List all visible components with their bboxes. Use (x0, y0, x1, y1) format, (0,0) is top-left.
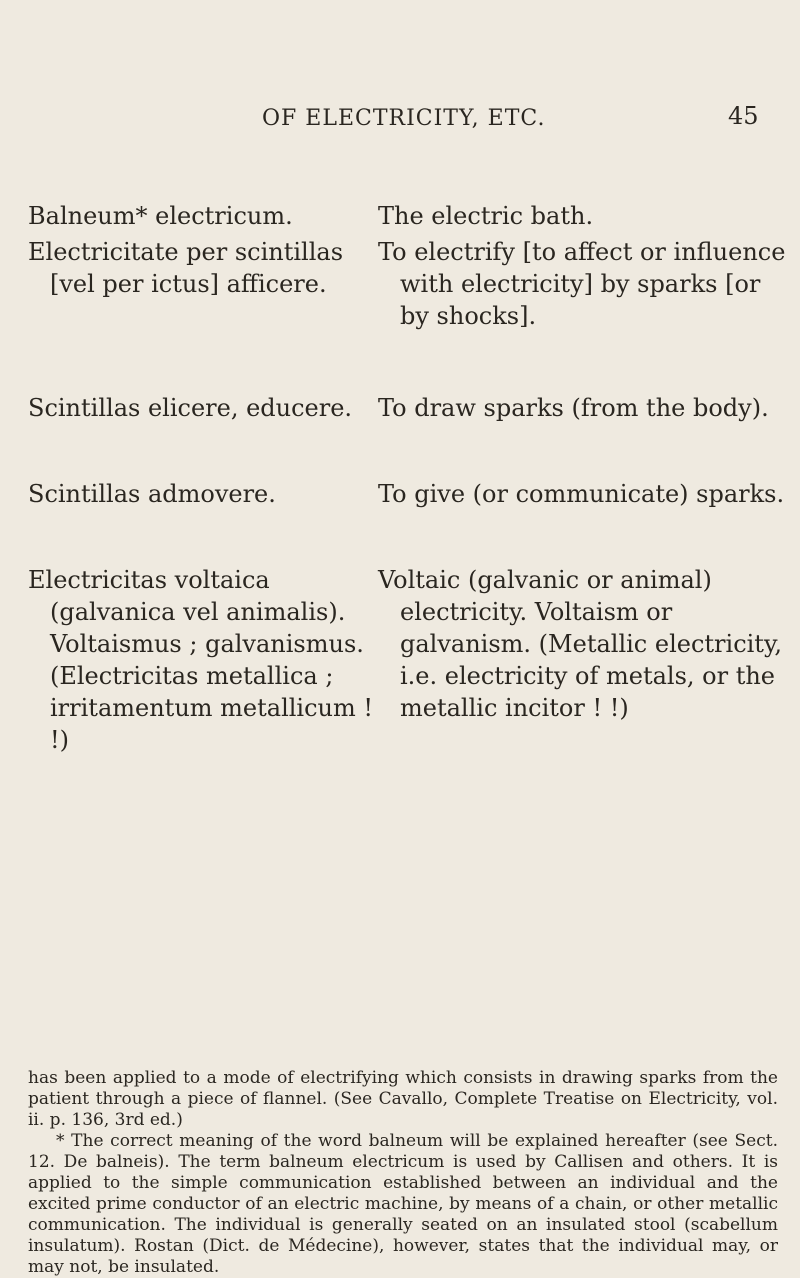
english-translation: Voltaic (galvanic or animal) electricity. Voltaism or galvanism. (Metallic electricity, i.e. electricity of metals, or the metallic incitor ! !) (378, 566, 782, 722)
latin-term: Electricitas voltaica (galvanica vel animalis). Voltaismus ; galvanismus. (Electricitas metallica ; irritamentum metallicum ! !) (28, 566, 374, 754)
latin-term: Electricitate per scintillas [vel per ictus] afficere. (28, 238, 344, 298)
footnotes (28, 1068, 778, 1278)
english-translation: To electrify [to affect or influence with electricity] by sparks [or by shocks]. (378, 238, 786, 330)
footnote-balneum: * The correct meaning of the word balneum will be explained hereafter (see Sect. 12. De balneis). The term balneum electricum is used by Callisen and others. It is applied to the simple communication established between an individual and the excited prime conductor of an electric machine, by means of a chain, or other metallic communication. The individual is generally seated on an insulated stool (scabellum insulatum). Rostan (Dict. de Médecine), however, states that the individual may, or may not, be insulated. (28, 1131, 778, 1277)
running-head-title: OF ELECTRICITY, ETC. (262, 106, 546, 131)
latin-term: Scintillas elicere, educere. (28, 394, 353, 422)
latin-term: Balneum* electricum. (28, 202, 293, 230)
footnote-continuation: has been applied to a mode of electrifying which consists in drawing sparks from the patient through a piece of flannel. (See Cavallo, Complete Treatise on Electricity, vol. ii. p. 136, 3rd ed.) (28, 1068, 778, 1130)
english-translation: To draw sparks (from the body). (378, 394, 769, 422)
running-head (0, 100, 800, 140)
page-number: 45 (728, 102, 759, 130)
latin-term: Scintillas admovere. (28, 480, 276, 508)
english-translation: The electric bath. (378, 202, 594, 230)
english-translation: To give (or communicate) sparks. (378, 480, 785, 508)
